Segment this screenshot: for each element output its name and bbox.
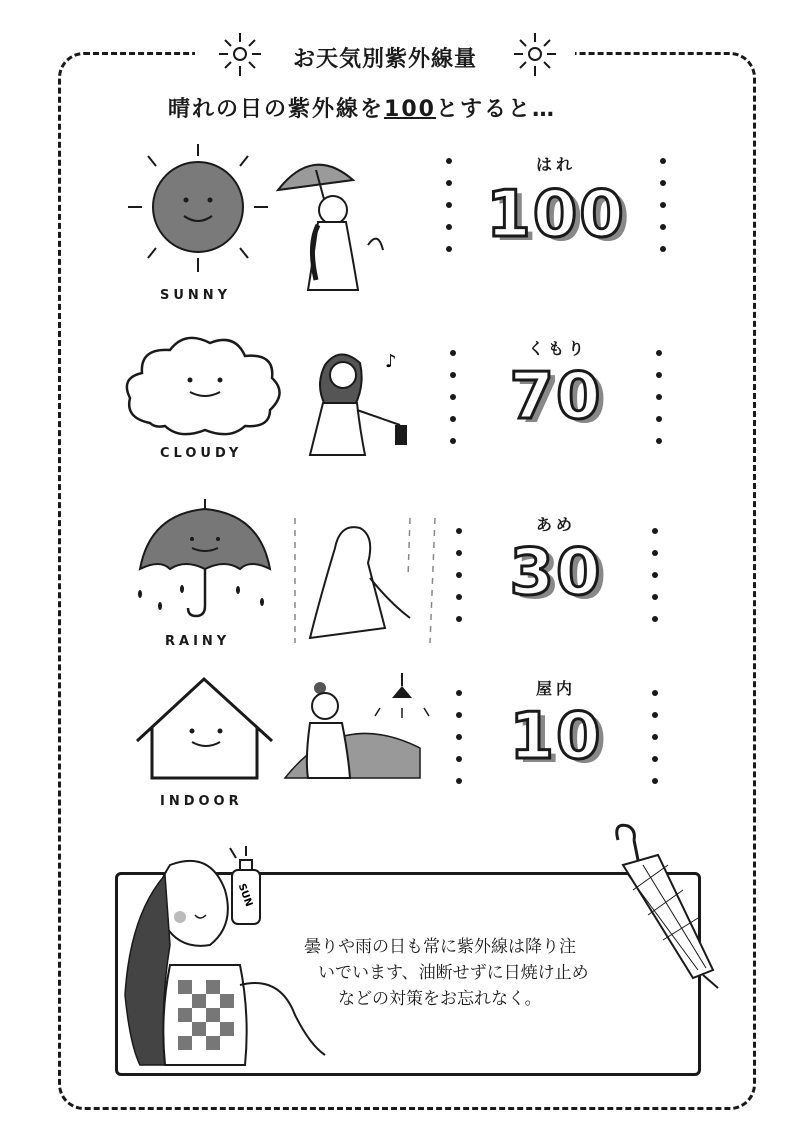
subtitle-highlight: 100: [384, 97, 436, 122]
weather-label-sunny: SUNNY: [160, 288, 232, 303]
uv-value-rainy: 30: [509, 536, 603, 610]
house-icon: [132, 676, 282, 786]
girl-with-parasol-illustration: [268, 150, 398, 300]
kana-label-indoor: 屋内: [535, 679, 576, 698]
umbrella-icon: [130, 494, 280, 624]
weather-label-indoor: INDOOR: [160, 794, 243, 809]
sunscreen-bottle-icon: [222, 846, 272, 928]
subtitle-before: 晴れの日の紫外線を: [168, 97, 385, 122]
note-text: [304, 934, 589, 1012]
closed-umbrella-icon: [598, 820, 728, 990]
note-line-3: などの対策をお忘れなく。: [338, 989, 542, 1009]
bottle-label: SUN: [235, 882, 255, 909]
weather-label-cloudy: CLOUDY: [160, 446, 243, 461]
sparkle-icon-left: [205, 28, 275, 88]
dotted-divider-right-1: [660, 158, 666, 268]
woman-reading-illustration: [280, 668, 440, 783]
person-in-raincoat-illustration: [290, 518, 450, 648]
subtitle-after: とすると…: [435, 97, 556, 122]
sparkle-icon-right: [500, 28, 570, 88]
weather-label-rainy: RAINY: [165, 634, 231, 649]
dotted-divider-left-1: [446, 158, 452, 268]
uv-value-sunny: 100: [486, 178, 626, 252]
girl-with-bag-illustration: [285, 345, 425, 460]
uv-value-indoor: 10: [509, 700, 603, 774]
note-line-1: 曇りや雨の日も常に紫外線は降り注: [304, 937, 576, 957]
kana-label-rainy: あめ: [535, 515, 576, 534]
svg-text:♪: ♪: [385, 351, 397, 372]
page-title: お天気別紫外線量: [292, 47, 477, 72]
subtitle: [168, 92, 556, 123]
uv-value-cloudy: 70: [509, 360, 603, 434]
kana-label-sunny: はれ: [535, 155, 576, 174]
sun-icon: [118, 142, 278, 292]
note-line-2: いでいます、油断せずに日焼け止め: [318, 963, 589, 983]
kana-label-cloudy: くもり: [527, 339, 588, 358]
dotted-divider-right-2: [656, 350, 662, 460]
cloud-icon: [120, 328, 290, 448]
